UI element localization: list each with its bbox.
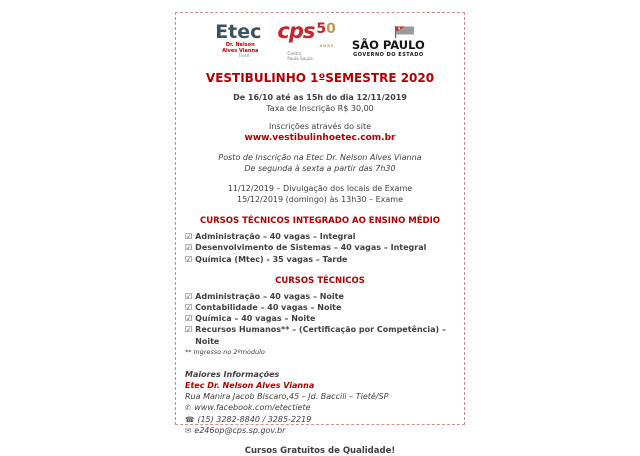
contact-address: Rua Manira Jacob Biscaro,45 – Jd. Baccili – Tietê/SP (185, 392, 389, 402)
etec-logo-wordmark: Etec (215, 21, 262, 43)
course-item (185, 254, 426, 265)
section-heading-integrado: CURSOS TÉCNICOS INTEGRADO AO ENSINO MÉDIO (200, 216, 440, 227)
checkbox-icon: ☑ (185, 232, 193, 242)
course-label: Contabilidade – 40 vagas – Noite (195, 303, 342, 312)
contact-school-name: Etec Dr. Nelson Alves Vianna (185, 380, 315, 390)
exam-dates (228, 183, 412, 205)
etec-logo-sub1: Dr. Nelson (225, 42, 255, 48)
cps-50-anos-mark (316, 22, 336, 50)
sao-paulo-gov-label: GOVERNO DO ESTADO (353, 51, 424, 58)
course-footnote: ** Ingresso no 2ºmódulo (185, 347, 265, 356)
site-url: www.vestibulinhoetec.com.br (244, 132, 396, 143)
flyer-title: VESTIBULINHO 1ºSEMESTRE 2020 (205, 70, 435, 85)
course-label: Desenvolvimento de Sistemas – 40 vagas – Integral (195, 243, 427, 253)
etec-logo (215, 23, 261, 60)
checkbox-icon: ☑ (185, 325, 193, 335)
course-item (185, 291, 456, 302)
contact-phone-row (185, 414, 388, 426)
telephone-icon: ☎ (185, 414, 195, 424)
contact-email-address: e246op@cps.sp.gov.br (194, 426, 286, 436)
course-label: Química (Mtec) - 35 vagas – Tarde (195, 254, 348, 264)
checkbox-icon: ☑ (185, 243, 193, 253)
registration-period: De 16/10 até as 15h do dia 12/11/2019 (233, 92, 407, 102)
cps-50-five: 5 (316, 21, 327, 37)
contact-phone-numbers: (15) 3282-8840 / 3285-2219 (197, 414, 312, 424)
telephone-circle-icon: ✆ (185, 403, 192, 413)
registration-post-info (218, 152, 421, 174)
course-label: Administração – 40 vagas – Integral (195, 232, 356, 242)
section-heading-tecnicos: CURSOS TÉCNICOS (275, 275, 365, 286)
course-item (185, 313, 456, 324)
contact-facebook-row (185, 402, 388, 414)
sao-paulo-logo (352, 25, 425, 58)
course-item (185, 324, 456, 346)
post-line1: Posto de Inscrição na Etec Dr. Nelson Alves Vianna (218, 152, 422, 162)
checkbox-icon: ☑ (185, 303, 193, 312)
course-label: Administração – 40 vagas – Noite (195, 291, 344, 301)
sao-paulo-wordmark: SÃO PAULO (351, 38, 425, 52)
course-item (185, 302, 456, 313)
etec-logo-city: Tietê (238, 54, 250, 59)
envelope-icon: ✉ (185, 426, 192, 436)
site-label: Inscrições através do site (269, 121, 371, 131)
registration-fee: Taxa de Inscrição R$ 30,00 (266, 103, 374, 113)
vestibulinho-flyer (175, 12, 465, 456)
cps-logo-subtitle (287, 51, 312, 62)
cps-50-zero: 0 (326, 21, 336, 37)
contact-block (185, 369, 388, 437)
checkbox-icon: ☑ (185, 314, 193, 324)
exam-line2: 15/12/2019 (domingo) às 13h30 – Exame (236, 195, 403, 205)
cps-sub2: Paula Souza (287, 56, 313, 62)
contact-facebook-url: www.facebook.com/etectiete (194, 403, 311, 413)
cps-logo-wordmark: cps (277, 19, 315, 43)
course-item (185, 242, 426, 253)
contact-heading: Maiores Informações (185, 369, 280, 379)
course-label: Recursos Humanos** – (Certificação por Competência) – Noite (195, 325, 446, 346)
cps-logo-row (277, 21, 335, 50)
etec-logo-subtitle (222, 42, 258, 54)
footer-slogan: Cursos Gratuitos de Qualidade! (244, 445, 396, 456)
course-item (185, 231, 426, 242)
course-list-integrado (185, 231, 426, 265)
cps-anos-label: ANOS (319, 44, 335, 48)
contact-email-row (185, 425, 388, 437)
logo-row (215, 21, 425, 62)
etec-logo-sub2: Alves Vianna (222, 48, 259, 54)
checkbox-icon: ☑ (185, 291, 193, 301)
exam-line1: 11/12/2019 – Divulgação dos locais de Exame (227, 183, 413, 193)
cps-sub1: Centro (287, 51, 302, 56)
post-line2: De segunda à sexta a partir das 7h30 (244, 163, 396, 173)
course-list-tecnicos (185, 291, 456, 347)
cps-logo (277, 21, 335, 62)
checkbox-icon: ☑ (185, 254, 193, 264)
course-label: Química – 40 vagas – Noite (195, 314, 316, 324)
